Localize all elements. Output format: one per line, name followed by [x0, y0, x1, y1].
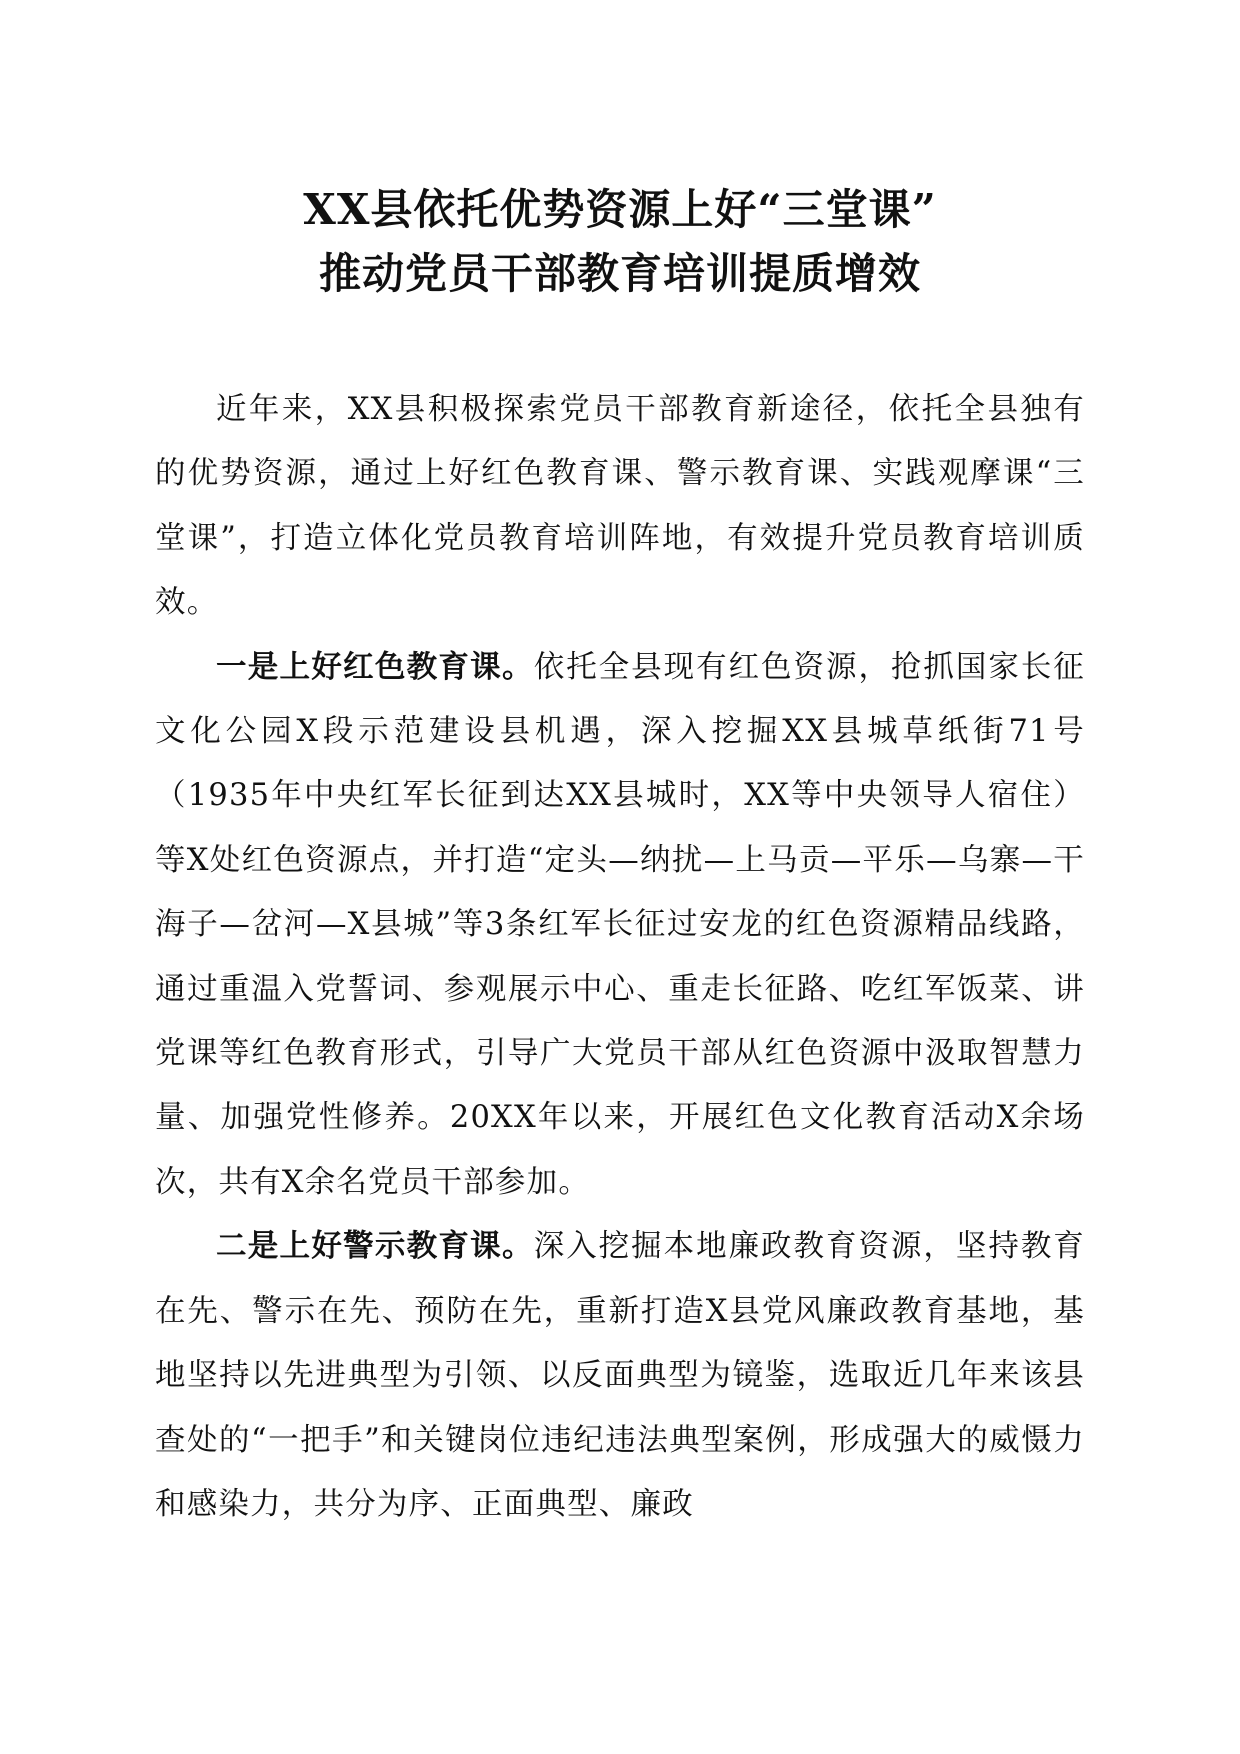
- paragraph-intro: [155, 378, 1085, 636]
- paragraph-text: 近年来，XX县积极探索党员干部教育新途径，依托全县独有的优势资源，通过上好红色教育课、警示教育课、实践观摩课“三堂课”，打造立体化党员教育培训阵地，有效提升党员教育培训质效。: [155, 392, 1085, 621]
- paragraph-warning-education: [155, 1215, 1085, 1537]
- paragraph-red-education: [155, 636, 1085, 1216]
- document-title: [155, 178, 1085, 306]
- paragraph-text: 依托全县现有红色资源，抢抓国家长征文化公园X段示范建设县机遇，深入挖掘XX县城草纸街71号（1935年中央红军长征到达XX县城时，XX等中央领导人宿住）等X处红色资源点，并打造“定头—纳扰—上马贡—平乐—乌寨—干海子—岔河—X县城”等3条红军长征过安龙的红色资源精品线路，通过重温入党誓词、参观展示中心、重走长征路、吃红军饭菜、讲党课等红色教育形式，引导广大党员干部从红色资源中汲取智慧力量、加强党性修养。20XX年以来，开展红色文化教育活动X余场次，共有X余名党员干部参加。: [155, 649, 1085, 1200]
- title-line-1: XX县依托优势资源上好“三堂课”: [303, 185, 937, 234]
- paragraph-lead: 二是上好警示教育课。: [216, 1229, 534, 1265]
- paragraph-lead: 一是上好红色教育课。: [216, 649, 534, 685]
- paragraph-text: 深入挖掘本地廉政教育资源，坚持教育在先、警示在先、预防在先，重新打造X县党风廉政教育基地，基地坚持以先进典型为引领、以反面典型为镜鉴，选取近几年来该县查处的“一把手”和关键岗位违纪违法典型案例，形成强大的威慑力和感染力，共分为序、正面典型、廉政: [155, 1229, 1085, 1522]
- document-body: [155, 378, 1085, 1537]
- title-line-2: 推动党员干部教育培训提质增效: [318, 249, 921, 298]
